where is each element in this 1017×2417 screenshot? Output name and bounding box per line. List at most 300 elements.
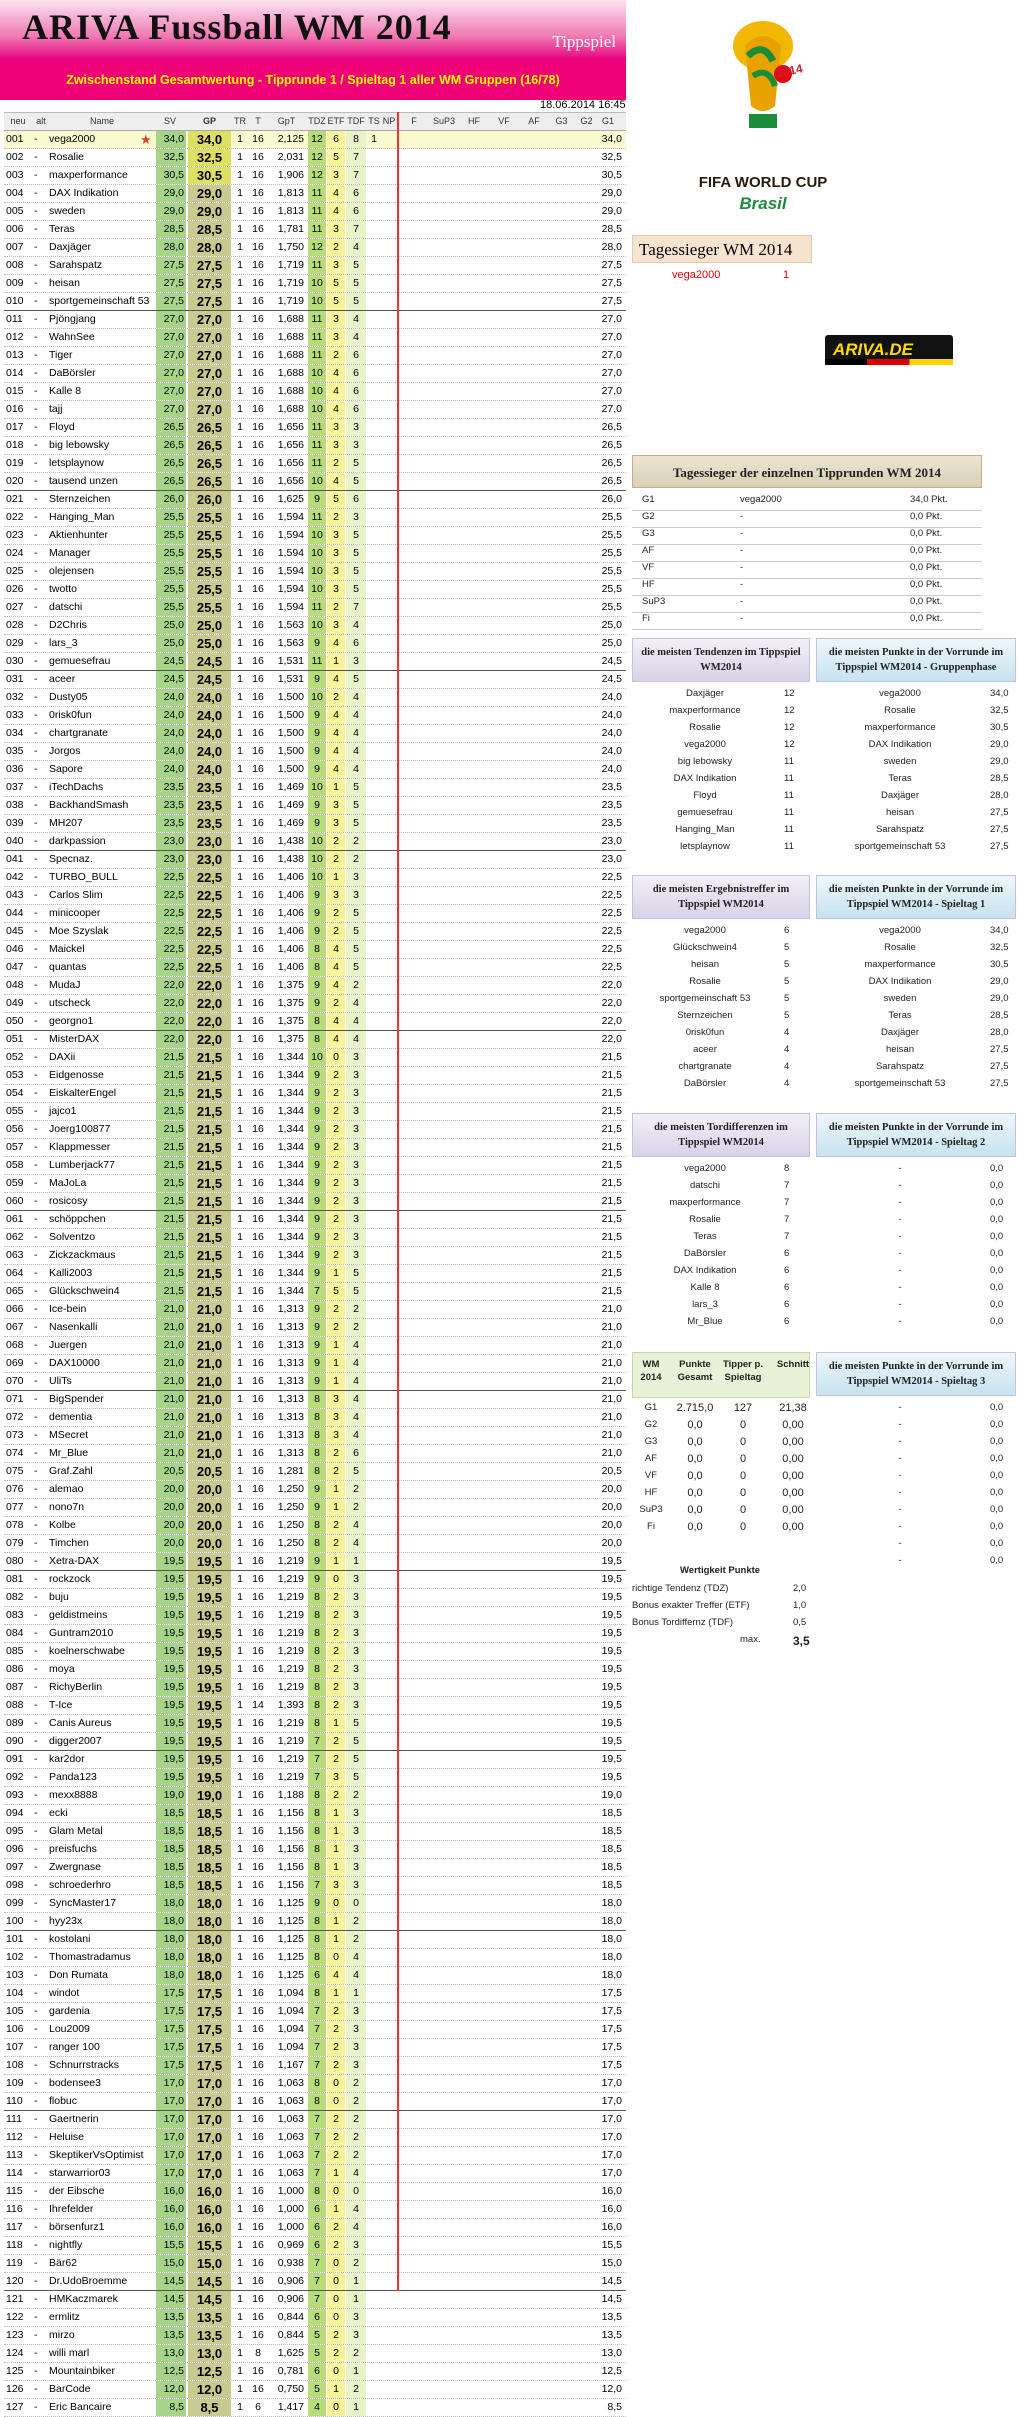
cell-alt: - bbox=[34, 2275, 38, 2287]
cell-sv: 21,5 bbox=[156, 1139, 186, 1156]
cell-name: EiskalterEngel bbox=[49, 1087, 117, 1099]
cell-name: Maickel bbox=[49, 943, 85, 955]
table-row bbox=[4, 311, 626, 329]
cell-etf: 4 bbox=[327, 671, 345, 688]
cell-ts bbox=[367, 959, 381, 976]
cell-ts bbox=[367, 1769, 381, 1786]
cell-tr: 1 bbox=[237, 1321, 243, 1333]
cell-gp: 21,0 bbox=[188, 1319, 231, 1336]
cell-tdz: 12 bbox=[308, 131, 326, 148]
cell-tr: 1 bbox=[237, 1213, 243, 1225]
cell-tdf: 4 bbox=[346, 1355, 366, 1372]
cell-name: MudaJ bbox=[49, 979, 81, 991]
cell-tdz: 6 bbox=[308, 2309, 326, 2326]
cell-tdf: 4 bbox=[346, 1031, 366, 1048]
cell-tdf: 1 bbox=[346, 2399, 366, 2416]
cell-alt: - bbox=[34, 1393, 38, 1405]
cell-tr: 1 bbox=[237, 385, 243, 397]
cell-no: 026 bbox=[6, 583, 24, 595]
table-row bbox=[4, 1103, 626, 1121]
cell-t: 16 bbox=[252, 1933, 264, 1945]
cell-tr: 1 bbox=[237, 1825, 243, 1837]
cell-gpt: 1,500 bbox=[277, 727, 304, 739]
cell-etf: 3 bbox=[327, 545, 345, 562]
cell-ts bbox=[367, 833, 381, 850]
cell-alt: - bbox=[34, 493, 38, 505]
cell-name: Graf.Zahl bbox=[49, 1465, 93, 1477]
table-row bbox=[4, 1733, 626, 1751]
cell-name: nightfly bbox=[49, 2239, 83, 2251]
table-row bbox=[4, 2237, 626, 2255]
cell-name: Lumberjack77 bbox=[49, 1159, 115, 1171]
cell-tdf: 1 bbox=[346, 2363, 366, 2380]
cell-ts bbox=[367, 1211, 381, 1228]
cell-alt: - bbox=[34, 1249, 38, 1261]
cell-no: 071 bbox=[6, 1393, 24, 1405]
box-entry-name: lars_3 bbox=[692, 1299, 718, 1310]
cell-gpt: 1,500 bbox=[277, 745, 304, 757]
cell-tdf: 3 bbox=[346, 1157, 366, 1174]
cell-sv: 18,5 bbox=[156, 1823, 186, 1840]
cell-sv: 20,0 bbox=[156, 1481, 186, 1498]
cell-tdz: 11 bbox=[308, 653, 326, 670]
cell-gp: 22,0 bbox=[188, 977, 231, 994]
cell-tdf: 6 bbox=[346, 365, 366, 382]
column-header-alt: alt bbox=[36, 116, 46, 126]
cell-tdf: 6 bbox=[346, 635, 366, 652]
cell-sv: 21,0 bbox=[156, 1445, 186, 1462]
cell-tdz: 8 bbox=[308, 1841, 326, 1858]
cell-sv: 17,0 bbox=[156, 2129, 186, 2146]
cell-g1: 27,0 bbox=[601, 385, 622, 397]
cell-g1: 19,5 bbox=[601, 1555, 622, 1567]
cell-np bbox=[382, 365, 396, 382]
cell-gp: 23,0 bbox=[188, 851, 231, 868]
cell-alt: - bbox=[34, 223, 38, 235]
cell-alt: - bbox=[34, 547, 38, 559]
cell-etf: 3 bbox=[327, 563, 345, 580]
cell-ts bbox=[367, 1625, 381, 1642]
cell-name: WahnSee bbox=[49, 331, 95, 343]
cell-t: 16 bbox=[252, 1555, 264, 1567]
cell-np bbox=[382, 635, 396, 652]
box-entry-value: 32,5 bbox=[990, 705, 1009, 716]
cell-tr: 1 bbox=[237, 475, 243, 487]
stats-cell: 0,00 bbox=[782, 1504, 804, 1516]
table-row bbox=[4, 1139, 626, 1157]
cell-tr: 1 bbox=[237, 439, 243, 451]
table-row bbox=[4, 1787, 626, 1805]
cell-sv: 21,5 bbox=[156, 1283, 186, 1300]
cell-gpt: 1,719 bbox=[277, 295, 304, 307]
cell-tr: 1 bbox=[237, 871, 243, 883]
cell-name: flobuc bbox=[49, 2095, 78, 2107]
cell-np bbox=[382, 761, 396, 778]
cell-g1: 22,5 bbox=[601, 889, 622, 901]
cell-name: willi marl bbox=[49, 2347, 90, 2359]
cell-tdf: 1 bbox=[346, 1553, 366, 1570]
cell-gpt: 1,063 bbox=[277, 2167, 304, 2179]
cell-ts bbox=[367, 671, 381, 688]
cell-np bbox=[382, 1319, 396, 1336]
cell-np bbox=[382, 1553, 396, 1570]
cell-gp: 19,5 bbox=[188, 1643, 231, 1660]
cell-gpt: 1,156 bbox=[277, 1879, 304, 1891]
cell-sv: 26,5 bbox=[156, 473, 186, 490]
runden-key: G1 bbox=[642, 494, 655, 505]
cell-np bbox=[382, 2057, 396, 2074]
cell-name: mexx8888 bbox=[49, 1789, 98, 1801]
cell-no: 023 bbox=[6, 529, 24, 541]
cell-tdf: 2 bbox=[346, 2147, 366, 2164]
table-row bbox=[4, 1427, 626, 1445]
cell-etf: 1 bbox=[327, 1913, 345, 1930]
cell-alt: - bbox=[34, 421, 38, 433]
cell-tdz: 6 bbox=[308, 1967, 326, 1984]
cell-t: 6 bbox=[255, 2401, 261, 2413]
cell-g1: 27,5 bbox=[601, 277, 622, 289]
cell-etf: 5 bbox=[327, 275, 345, 292]
column-header-gp: GP bbox=[202, 116, 216, 126]
cell-name: Zwergnase bbox=[49, 1861, 101, 1873]
cell-gpt: 1,344 bbox=[277, 1105, 304, 1117]
cell-no: 123 bbox=[6, 2329, 24, 2341]
cell-ts bbox=[367, 1283, 381, 1300]
cell-no: 119 bbox=[6, 2257, 23, 2269]
runden-name: - bbox=[740, 596, 744, 607]
cell-gpt: 1,375 bbox=[277, 1033, 304, 1045]
box-entry-name: - bbox=[898, 1282, 902, 1293]
cell-no: 110 bbox=[6, 2095, 23, 2107]
cell-g1: 19,5 bbox=[601, 1699, 622, 1711]
cell-gpt: 1,344 bbox=[277, 1141, 304, 1153]
cell-gpt: 1,500 bbox=[277, 709, 304, 721]
box-entry-value: 0,0 bbox=[990, 1248, 1004, 1259]
cell-no: 111 bbox=[6, 2113, 22, 2125]
cell-g1: 25,5 bbox=[601, 547, 622, 559]
cell-g1: 8,5 bbox=[607, 2401, 622, 2413]
cell-g1: 19,5 bbox=[601, 1753, 622, 1765]
cell-ts bbox=[367, 1337, 381, 1354]
cell-tdf: 3 bbox=[346, 2003, 366, 2020]
cell-t: 16 bbox=[252, 1375, 264, 1387]
cell-name: Tiger bbox=[49, 349, 73, 361]
cell-sv: 12,5 bbox=[156, 2363, 186, 2380]
cell-alt: - bbox=[34, 2059, 38, 2071]
cell-name: gardenia bbox=[49, 2005, 90, 2017]
cell-alt: - bbox=[34, 1429, 38, 1441]
cell-name: Aktienhunter bbox=[49, 529, 108, 541]
cell-name: vega2000 bbox=[49, 133, 96, 145]
box-entry-name: DAX Indikation bbox=[673, 1265, 737, 1276]
cell-gp: 25,5 bbox=[188, 581, 231, 598]
cell-alt: - bbox=[34, 2113, 38, 2125]
cell-tdf: 2 bbox=[346, 833, 366, 850]
cell-ts bbox=[367, 329, 381, 346]
cell-sv: 22,5 bbox=[156, 905, 186, 922]
cell-alt: - bbox=[34, 781, 38, 793]
cell-g1: 25,0 bbox=[601, 619, 622, 631]
cell-name: börsenfurz1 bbox=[49, 2221, 105, 2233]
cell-t: 16 bbox=[252, 1087, 264, 1099]
cell-gpt: 1,125 bbox=[277, 1951, 304, 1963]
cell-no: 028 bbox=[6, 619, 24, 631]
box-entry-value: 28,5 bbox=[990, 1010, 1009, 1021]
cell-gp: 19,5 bbox=[188, 1697, 231, 1714]
cell-tdz: 9 bbox=[308, 1247, 326, 1264]
cell-ts bbox=[367, 1949, 381, 1966]
cell-np bbox=[382, 1355, 396, 1372]
table-row bbox=[4, 221, 626, 239]
cell-tdz: 7 bbox=[308, 2255, 326, 2272]
cell-tr: 1 bbox=[237, 1969, 243, 1981]
cell-alt: - bbox=[34, 1483, 38, 1495]
column-header-tdz: TDZ bbox=[308, 116, 326, 126]
table-row bbox=[4, 1157, 626, 1175]
cell-t: 16 bbox=[252, 277, 264, 289]
cell-np bbox=[382, 1463, 396, 1480]
box-entry-value: 11 bbox=[784, 841, 794, 852]
cell-gp: 18,5 bbox=[188, 1823, 231, 1840]
cell-gp: 14,5 bbox=[188, 2291, 231, 2308]
cell-no: 084 bbox=[6, 1627, 24, 1639]
table-row bbox=[4, 1859, 626, 1877]
cell-tdz: 9 bbox=[308, 1337, 326, 1354]
cell-np bbox=[382, 545, 396, 562]
cell-t: 16 bbox=[252, 241, 264, 253]
cell-ts bbox=[367, 275, 381, 292]
runden-key: SuP3 bbox=[642, 596, 666, 607]
cell-gp: 25,0 bbox=[188, 617, 231, 634]
cell-tdz: 9 bbox=[308, 707, 326, 724]
wert-value: 0,5 bbox=[793, 1617, 807, 1628]
cell-name: lars_3 bbox=[49, 637, 78, 649]
cell-tdf: 4 bbox=[346, 995, 366, 1012]
cell-sv: 25,5 bbox=[156, 509, 186, 526]
cell-tr: 1 bbox=[237, 493, 243, 505]
cell-tdz: 9 bbox=[308, 1499, 326, 1516]
cell-gpt: 1,313 bbox=[277, 1321, 304, 1333]
cell-name: Jorgos bbox=[49, 745, 81, 757]
cell-ts bbox=[367, 977, 381, 994]
cell-ts bbox=[367, 1571, 381, 1588]
cell-etf: 2 bbox=[327, 2237, 345, 2254]
cell-tr: 1 bbox=[237, 1807, 243, 1819]
cell-g1: 21,5 bbox=[601, 1141, 622, 1153]
cell-gpt: 1,406 bbox=[277, 871, 304, 883]
cell-np bbox=[382, 1607, 396, 1624]
ariva-logo[interactable] bbox=[825, 335, 953, 365]
cell-gpt: 1,313 bbox=[277, 1429, 304, 1441]
cell-no: 125 bbox=[6, 2365, 24, 2377]
table-row bbox=[4, 851, 626, 869]
cell-tdz: 5 bbox=[308, 2345, 326, 2362]
cell-gpt: 1,063 bbox=[277, 2095, 304, 2107]
cell-gp: 24,5 bbox=[188, 671, 231, 688]
cell-etf: 1 bbox=[327, 1373, 345, 1390]
cell-gp: 22,5 bbox=[188, 923, 231, 940]
cell-np bbox=[382, 1139, 396, 1156]
cell-tdf: 3 bbox=[346, 1859, 366, 1876]
cell-tdz: 9 bbox=[308, 923, 326, 940]
cell-tdz: 10 bbox=[308, 293, 326, 310]
cell-g1: 27,0 bbox=[601, 349, 622, 361]
cell-no: 126 bbox=[6, 2383, 24, 2395]
cell-no: 022 bbox=[6, 511, 24, 523]
table-row bbox=[4, 2399, 626, 2417]
cell-tdf: 2 bbox=[346, 1787, 366, 1804]
cell-no: 053 bbox=[6, 1069, 24, 1081]
cell-tr: 1 bbox=[237, 907, 243, 919]
cell-alt: - bbox=[34, 601, 38, 613]
cell-tdz: 10 bbox=[308, 1049, 326, 1066]
table-header bbox=[4, 112, 626, 131]
cell-ts bbox=[367, 1643, 381, 1660]
cell-name: Guntram2010 bbox=[49, 1627, 114, 1639]
cell-no: 074 bbox=[6, 1447, 24, 1459]
cell-g1: 22,0 bbox=[601, 997, 622, 1009]
cell-tdf: 4 bbox=[346, 1337, 366, 1354]
cell-sv: 21,5 bbox=[156, 1157, 186, 1174]
cell-sv: 19,5 bbox=[156, 1697, 186, 1714]
box-entry-name: datschi bbox=[689, 1180, 721, 1191]
cell-tdf: 5 bbox=[346, 455, 366, 472]
cell-etf: 0 bbox=[327, 2255, 345, 2272]
cell-tr: 1 bbox=[237, 979, 243, 991]
cell-tdz: 9 bbox=[308, 977, 326, 994]
cell-no: 124 bbox=[6, 2347, 24, 2359]
cell-no: 011 bbox=[6, 313, 23, 325]
cell-tdz: 11 bbox=[308, 329, 326, 346]
cell-gp: 19,5 bbox=[188, 1679, 231, 1696]
table-row bbox=[4, 743, 626, 761]
cell-np bbox=[382, 2129, 396, 2146]
cell-tr: 1 bbox=[237, 1753, 243, 1765]
cell-t: 16 bbox=[252, 1663, 264, 1675]
column-header-af: AF bbox=[528, 116, 540, 126]
cell-tdz: 10 bbox=[308, 833, 326, 850]
table-row bbox=[4, 581, 626, 599]
cell-no: 058 bbox=[6, 1159, 24, 1171]
cell-name: T-Ice bbox=[49, 1699, 73, 1711]
column-divider bbox=[397, 112, 399, 2291]
box-entry-name: - bbox=[898, 1180, 902, 1191]
table-row bbox=[4, 1967, 626, 1985]
cell-tdz: 9 bbox=[308, 1229, 326, 1246]
cell-ts bbox=[367, 635, 381, 652]
cell-g1: 18,0 bbox=[601, 1915, 622, 1927]
cell-no: 056 bbox=[6, 1123, 24, 1135]
cell-g1: 21,5 bbox=[601, 1105, 622, 1117]
cell-np bbox=[382, 401, 396, 418]
cell-alt: - bbox=[34, 709, 38, 721]
cell-tr: 1 bbox=[237, 2275, 243, 2287]
cell-alt: - bbox=[34, 1411, 38, 1423]
cell-tdz: 11 bbox=[308, 599, 326, 616]
cell-tdf: 4 bbox=[346, 617, 366, 634]
cell-gp: 19,5 bbox=[188, 1733, 231, 1750]
wert-value: 3,5 bbox=[793, 1634, 810, 1648]
box-entry-value: 0,0 bbox=[990, 1180, 1004, 1191]
table-row bbox=[4, 1013, 626, 1031]
cell-no: 080 bbox=[6, 1555, 24, 1567]
cell-t: 16 bbox=[252, 403, 264, 415]
cell-gp: 27,0 bbox=[188, 311, 231, 328]
cell-etf: 2 bbox=[327, 1139, 345, 1156]
cell-alt: - bbox=[34, 2293, 38, 2305]
table-row bbox=[4, 1661, 626, 1679]
cell-tdz: 8 bbox=[308, 1517, 326, 1534]
cell-gpt: 1,469 bbox=[277, 817, 304, 829]
cell-name: Panda123 bbox=[49, 1771, 97, 1783]
cell-tr: 1 bbox=[237, 529, 243, 541]
cell-sv: 21,5 bbox=[156, 1067, 186, 1084]
cell-g1: 14,5 bbox=[601, 2293, 622, 2305]
cell-t: 16 bbox=[252, 1069, 264, 1081]
cell-name: quantas bbox=[49, 961, 87, 973]
cell-tdf: 3 bbox=[346, 1103, 366, 1120]
stats-cell: 2.715,0 bbox=[676, 1402, 714, 1414]
box-entry-value: 27,5 bbox=[990, 807, 1009, 818]
cell-sv: 21,5 bbox=[156, 1085, 186, 1102]
cell-tr: 1 bbox=[237, 637, 243, 649]
cell-tdz: 8 bbox=[308, 941, 326, 958]
box-entry-name: Sarahspatz bbox=[875, 824, 925, 835]
ariva-logo-text: ARIVA.DE bbox=[833, 340, 913, 359]
cell-etf: 4 bbox=[327, 761, 345, 778]
cell-etf: 2 bbox=[327, 1157, 345, 1174]
cell-name: Canis Aureus bbox=[49, 1717, 112, 1729]
box-entry-name: - bbox=[898, 1555, 902, 1566]
cell-tr: 1 bbox=[237, 1177, 243, 1189]
cell-alt: - bbox=[34, 871, 38, 883]
cell-name: schroederhro bbox=[49, 1879, 111, 1891]
cell-gp: 28,5 bbox=[188, 221, 231, 238]
cell-tdf: 3 bbox=[346, 1877, 366, 1894]
cell-g1: 20,0 bbox=[601, 1483, 622, 1495]
table-row bbox=[4, 383, 626, 401]
cell-ts bbox=[367, 1067, 381, 1084]
cell-tdf: 3 bbox=[346, 1805, 366, 1822]
cell-ts bbox=[367, 689, 381, 706]
cell-g1: 21,5 bbox=[601, 1069, 622, 1081]
cell-name: Bär62 bbox=[49, 2257, 78, 2269]
cell-sv: 17,0 bbox=[156, 2165, 186, 2182]
box-entry-value: 0,0 bbox=[990, 1521, 1004, 1532]
box-entry-value: 12 bbox=[784, 705, 795, 716]
cell-tdf: 3 bbox=[346, 1049, 366, 1066]
box-entry-name: Mr_Blue bbox=[687, 1316, 723, 1327]
cell-tdz: 10 bbox=[308, 401, 326, 418]
cell-gp: 24,0 bbox=[188, 761, 231, 778]
cell-name: Dr.UdoBroemme bbox=[49, 2275, 128, 2287]
cell-g1: 20,5 bbox=[601, 1465, 622, 1477]
cell-name: darkpassion bbox=[49, 835, 106, 847]
cell-np bbox=[382, 959, 396, 976]
cell-ts bbox=[367, 203, 381, 220]
cell-ts bbox=[367, 311, 381, 328]
cell-t: 16 bbox=[252, 385, 264, 397]
table-row bbox=[4, 509, 626, 527]
cell-ts bbox=[367, 1373, 381, 1390]
table-row bbox=[4, 1409, 626, 1427]
cell-alt: - bbox=[34, 2041, 38, 2053]
table-row bbox=[4, 419, 626, 437]
cell-tr: 1 bbox=[237, 943, 243, 955]
box-entry-value: 6 bbox=[784, 1282, 790, 1293]
cell-sv: 27,0 bbox=[156, 311, 186, 328]
cell-etf: 3 bbox=[327, 437, 345, 454]
